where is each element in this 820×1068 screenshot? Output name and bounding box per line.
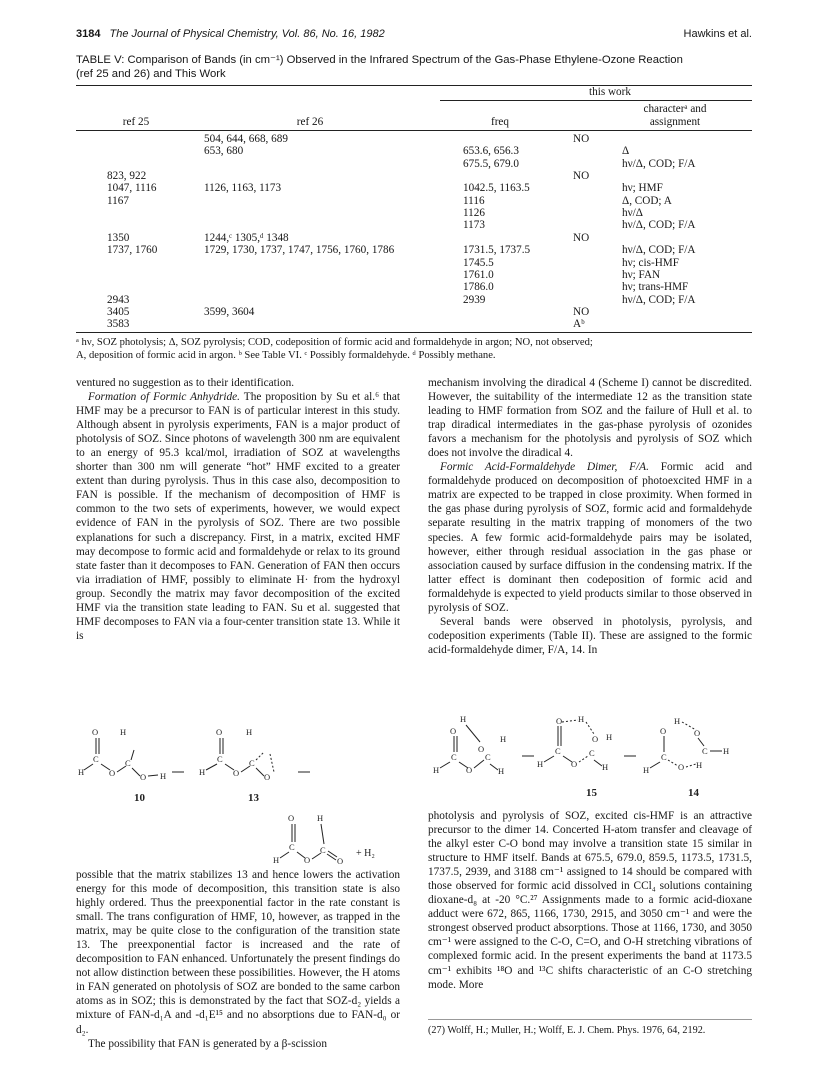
col-header-freq: freq (490, 116, 509, 128)
structure-14 (643, 716, 729, 775)
table-cell-freq: 1761.0 (463, 268, 494, 281)
table-cell-ref26: 1729, 1730, 1737, 1747, 1756, 1760, 1786 (204, 244, 395, 257)
table-cell-assign: hν; trans-HMF (622, 281, 689, 294)
paragraph-formic-anhydride (76, 390, 400, 643)
scheme-hmf-to-fan (76, 726, 400, 818)
paragraph-dimer (428, 460, 752, 615)
svg-text:H: H (537, 759, 544, 769)
svg-text:H: H (460, 714, 467, 724)
structure-10 (78, 727, 166, 782)
table-cell-freq: 2939 (463, 293, 486, 306)
svg-text:H: H (674, 716, 681, 726)
svg-text:O: O (660, 726, 667, 736)
paragraph: The possibility that FAN is generated by a β-scission (88, 1037, 327, 1050)
table-cell-assign: hν; cis-HMF (622, 256, 679, 269)
table-cell-no: NO (573, 231, 590, 244)
svg-text:H: H (433, 765, 440, 775)
svg-text:O: O (304, 855, 311, 864)
scheme-fan-product (270, 812, 400, 864)
table-caption (76, 53, 752, 81)
right-column-lower (428, 809, 752, 992)
svg-text:H: H (273, 855, 280, 864)
svg-text:C: C (320, 845, 326, 855)
svg-text:O: O (92, 727, 99, 737)
col-header-ref26: ref 26 (296, 116, 324, 128)
paragraph: ventured no suggestion as to their identification. (76, 377, 295, 389)
svg-text:O: O (592, 734, 599, 744)
table-caption-line2: (ref 25 and 26) and This Work (76, 68, 226, 80)
paragraph: mechanism involving the diradical 4 (Scheme I) cannot be discredited. However, the suitability of the intermediate 12 as the transition state leading to HMF formation from SOZ and the failure of Hull et al. to trap diradical intermediates in the gas-phase pyrolysis of ozonides favors a mechanism for the photolysis and pyrolysis of SOZ which does not involve the diradical 4. (428, 377, 752, 460)
svg-text:H: H (246, 727, 253, 737)
svg-text:O: O (140, 772, 147, 782)
table-footnote (76, 336, 752, 362)
running-header (76, 28, 752, 44)
svg-text:C: C (485, 752, 491, 762)
left-column-lower (76, 868, 400, 1051)
table-cell-assign: hν; FAN (622, 268, 661, 281)
table-cell-assign: hν/Δ, COD; F/A (622, 219, 696, 232)
svg-text:O: O (216, 727, 223, 737)
svg-text:O: O (571, 759, 578, 769)
svg-text:H: H (643, 765, 650, 775)
svg-text:H: H (723, 746, 730, 756)
table-cell-freq: 653.6, 656.3 (463, 145, 519, 158)
paragraph-text: Formic acid and formaldehyde produced on decomposition of photoexcited HMF in a matrix are expected to be trapped in close proximity. When formed in the gas phase during pyrolysis of SOZ, formic acid and formaldehyde separate resulting in the matrix trapping of monomers of the two species. A few formic acid-formaldehyde pairs may be isolated, however, either through residual association in the gas phase or association caused by surface diffusion in the condensing matrix. If the latter effect is dominant then codeposition of formic acid and formaldehyde is expected to yield products similar to those observed in pyrolysis of SOZ. (428, 461, 752, 614)
svg-text:O: O (556, 716, 563, 726)
structure-cis-hmf (433, 714, 506, 776)
scheme-dimer (428, 712, 752, 804)
table-cell-assign: hν/Δ, COD; F/A (622, 244, 696, 257)
svg-text:H: H (606, 732, 613, 742)
paragraph-text: The proposition by Su et al.⁶ that HMF may be a precursor to FAN is of particular interest in this study. Although absent in pyrolysis experiments, FAN is a major product of photolysis of SOZ. Since photons of wavelength 300 nm are equivalent to an energy of 95.3 kcal/mol, irradiation of SOZ at wavelengths shorter than 300 nm will generate “hot” HMF excited to a greater extent than during pyrolysis. Thus in this case also, decomposition to FAN is possible. If the mechanism of decomposition of HMF is common to the two sets of experiments, however, we would expect evidence of FAN in the pyrolysis of SOZ. There are two possible explanations for such a discrepancy. First, in a matrix, excited HMF may decompose to formic acid and formaldehyde or relax to its ground state faster than it decomposes to FAN. Generation of FAN then occurs via irradiation of HMF, possibly to eliminate H· from the hydroxyl group. Secondly the matrix may favor decomposition of the excited HMF via the transition state leading to FAN. Su et al. suggested that HMF decomposes to FAN via a four-center transition state 13. While it is (76, 391, 400, 642)
svg-text:C: C (555, 746, 561, 756)
table-cell-no: NO (573, 170, 590, 183)
paragraph: photolysis and pyrolysis of SOZ, excited cis-HMF is an attractive precursor to the dimer 14. Concerted H-atom transfer and cleavage of the alkyl ester C-O bond may involve a transition state 15 similar in structure to HMF itself. Bands at 675.5, 679.0, 859.5, 1173.5, 1731.5, 1737.5, 2939, and 3188 cm⁻¹ assigned to 14 should be compared with those observed for formic acid dissolved in CCl₄ solutions containing dioxane-d₈ at -20 °C.²⁷ Assignments made to a formic acid-dioxane adduct were 672, 865, 1166, 1730, 2915, and 3050 cm⁻¹ and were the strongest observed product absorptions. Those at 1166, 1730, and 3050 cm⁻¹ were assigned to the C-O, C=O, and O-H stretching vibrations of complexed formic acid. In the present experiments the band at 1173.5 cm⁻¹ exhibits ¹⁸O and ¹³C shifts characteristic of an C-O stretching mode. More (428, 810, 752, 991)
svg-text:C: C (217, 754, 223, 764)
structure-fan (273, 813, 343, 864)
svg-text:O: O (466, 765, 473, 775)
header-authors: Hawkins et al. (683, 28, 752, 40)
table-cell-ref25: 3405 (107, 305, 130, 318)
label-15: 15 (586, 787, 597, 799)
svg-text:O: O (109, 768, 116, 778)
table-cell-ref26: 3599, 3604 (204, 305, 255, 318)
footnote-line2: A, deposition of formic acid in argon. ᵇ See Table VI. ᶜ Possibly formaldehyde. ᵈ Possibly methane. (76, 350, 496, 361)
table-cell-ref26: 1126, 1163, 1173 (204, 182, 282, 195)
footnote-line1: ᵃ hν, SOZ photolysis; Δ, SOZ pyrolysis; COD, codeposition of formic acid and formaldehyde in argon; NO, not observed; (76, 337, 593, 348)
svg-text:H: H (500, 734, 507, 744)
svg-text:O: O (288, 813, 295, 823)
col-header-ref25: ref 25 (122, 116, 150, 128)
svg-text:H: H (578, 714, 585, 724)
table-cell-freq: 1126 (463, 207, 485, 220)
journal-citation: The Journal of Physical Chemistry, Vol. 86, No. 16, 1982 (109, 28, 385, 40)
svg-text:C: C (702, 746, 708, 756)
label-10: 10 (134, 792, 145, 804)
table-cell-ref25: 1167 (107, 194, 129, 207)
table-cell-assign: hν/Δ (622, 207, 643, 220)
svg-text:H: H (696, 760, 703, 770)
group-header-this-work: this work (589, 86, 631, 98)
table-bottom-rule (76, 332, 752, 333)
table-caption-line1: TABLE V: Comparison of Bands (in cm⁻¹) Observed in the Infrared Spectrum of the Gas-Phase Ethylene-Ozone Reaction (76, 54, 683, 66)
svg-text:H: H (78, 767, 85, 777)
svg-text:H: H (498, 766, 505, 776)
header-left (76, 28, 385, 40)
structure-13 (199, 727, 274, 782)
svg-text:H: H (602, 762, 609, 772)
svg-text:O: O (233, 768, 240, 778)
svg-text:C: C (451, 752, 457, 762)
svg-text:H: H (160, 771, 167, 781)
table-cell-ref25: 823, 922 (107, 170, 147, 183)
table-cell-ref25: 1737, 1760 (107, 244, 158, 257)
table-cell-ref26: 653, 680 (204, 145, 244, 158)
paragraph: Several bands were observed in photolysis, pyrolysis, and codeposition experiments (Table II). These are assigned to the formic acid-formaldehyde dimer, F/A, 14. In (428, 615, 752, 656)
h2-product: + H₂ (356, 848, 375, 859)
section-heading: Formation of Formic Anhydride. (88, 391, 241, 404)
table-cell-freq: 1116 (463, 194, 485, 207)
svg-text:C: C (661, 752, 667, 762)
svg-text:C: C (93, 754, 99, 764)
paragraph: possible that the matrix stabilizes 13 and hence lowers the activation energy for this mode of decomposition, this transition state is also highly ordered. Thus the preexponential factor in the rate constant is small. The trans configuration of HMF, 10, however, as trapped in the matrix, may be quite close to the configuration of the transition state 13. The preexponential factor is increased and the rate of decomposition to FAN enhanced. Unfortunately the present findings do not allow distinction between these possibilities. However, the H atoms in FAN generated on photolysis of SOZ are bonded to the same carbon atoms as in SOZ; this is demonstrated by the fact that SOZ-d₂ yields a mixture of FAN-d₁A and -d₁E¹⁵ and no absorptions due to FAN-d₀ or d₂. (76, 869, 400, 1036)
table-cell-freq: 1786.0 (463, 281, 494, 294)
table-cell-freq: 1173 (463, 219, 485, 232)
reference-27: (27) Wolff, H.; Muller, H.; Wolff, E. J. Chem. Phys. 1976, 64, 2192. (428, 1025, 706, 1036)
table-cell-freq: 1731.5, 1737.5 (463, 244, 531, 257)
svg-text:O: O (450, 726, 457, 736)
svg-text:C: C (249, 758, 255, 768)
structure-15 (537, 714, 612, 772)
svg-text:H: H (317, 813, 324, 823)
reference-rule (428, 1019, 752, 1020)
table-cell-ref26: 504, 644, 668, 689 (204, 133, 288, 145)
svg-text:H: H (199, 767, 206, 777)
section-heading: Formic Acid-Formaldehyde Dimer, F/A. (440, 461, 649, 474)
table-cell-assign: Δ, COD; A (622, 194, 672, 207)
table-cell-freq: 1745.5 (463, 256, 494, 269)
table-cell-assign: hν/Δ, COD; F/A (622, 293, 696, 306)
col-header-assignment: characterᵃ and assignment (643, 103, 707, 128)
label-14: 14 (688, 787, 699, 799)
svg-text:H: H (120, 727, 127, 737)
table-cell-assign: Δ (622, 145, 630, 158)
table-cell-no: NO (573, 133, 590, 145)
page-number: 3184 (76, 28, 101, 40)
svg-text:C: C (589, 748, 595, 758)
svg-text:C: C (289, 842, 295, 852)
left-column-upper (76, 376, 400, 643)
table-cell-no: NO (573, 305, 590, 318)
group-header-rule (440, 100, 752, 101)
label-13: 13 (248, 792, 259, 804)
table-cell-ref25: 3583 (107, 318, 130, 331)
right-column-upper (428, 376, 752, 657)
svg-text:O: O (337, 856, 344, 864)
table-cell-ref25: 1350 (107, 231, 130, 244)
svg-text:O: O (678, 762, 685, 772)
table-cell-assign: hν; HMF (622, 182, 663, 195)
svg-text:O: O (264, 772, 271, 782)
table-cell-freq: 1042.5, 1163.5 (463, 182, 530, 195)
svg-text:O: O (478, 744, 485, 754)
table-cell-no: Aᵇ (573, 318, 585, 331)
table-cell-freq: 675.5, 679.0 (463, 157, 519, 170)
table-cell-ref25: 1047, 1116 (107, 182, 157, 195)
table-cell-ref25: 2943 (107, 293, 130, 306)
svg-text:O: O (694, 728, 701, 738)
svg-text:C: C (125, 758, 131, 768)
table-header-rule (76, 130, 752, 131)
table-cell-ref26: 1244,ᶜ 1305,ᵈ 1348 (204, 231, 289, 244)
table-cell-assign: hν/Δ, COD; F/A (622, 157, 696, 170)
